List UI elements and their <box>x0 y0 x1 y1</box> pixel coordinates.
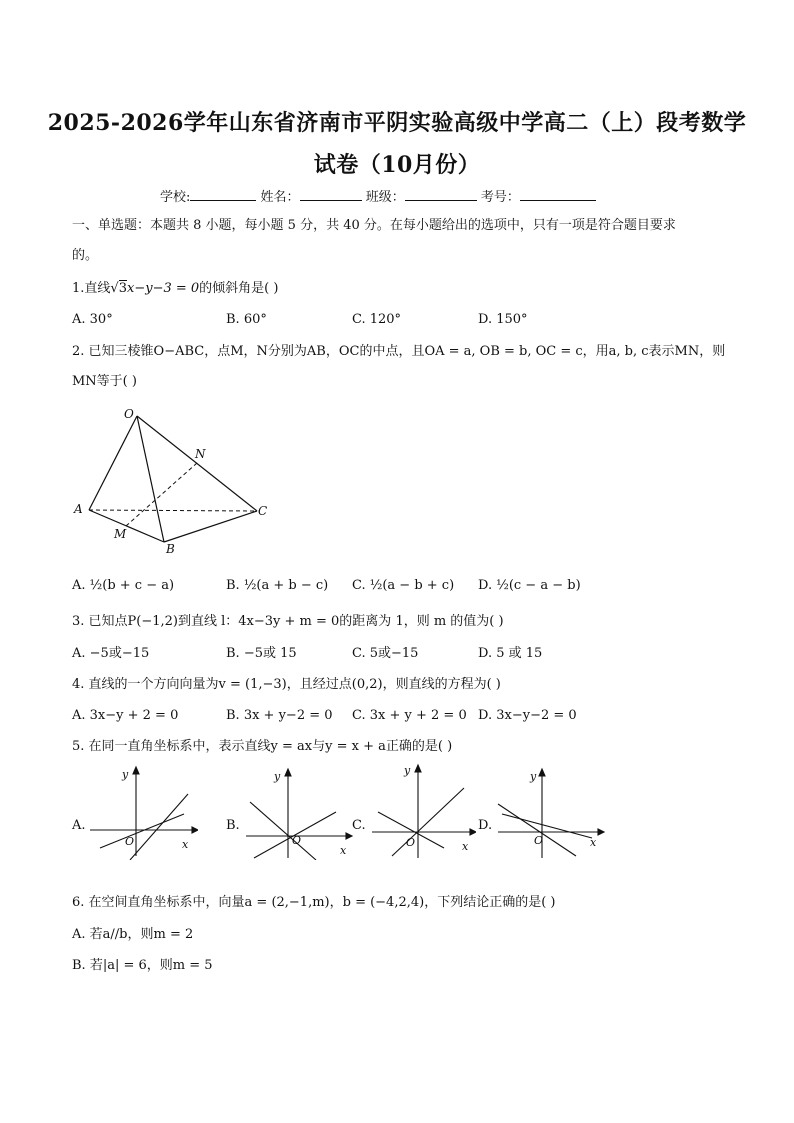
q4-option-c[interactable]: C. 3x + y + 2 = 0 <box>352 708 467 723</box>
question-6-stem: 6. 在空间直角坐标系中，向量a = (2,−1,m)，b = (−4,2,4)，下列结论正确的是( ) <box>72 895 556 910</box>
y-label: y <box>404 764 411 777</box>
origin-label: O <box>292 834 302 847</box>
section-heading-line1: 一、单选题：本题共 8 小题，每小题 5 分，共 40 分。在每小题给出的选项中，只有一项是符合题目要求 <box>72 218 676 233</box>
q5-graph-a[interactable] <box>86 764 198 860</box>
exam-title-line1: 2025-2026学年山东省济南市平阴实验高级中学高二（上）段考数学 <box>47 110 747 136</box>
line-1 <box>498 804 576 856</box>
x-axis-arrow <box>470 829 476 835</box>
q3-option-b[interactable]: B. −5或 15 <box>226 646 297 661</box>
edge-BC <box>164 511 257 542</box>
label-N: N <box>195 447 206 461</box>
x-label: x <box>182 838 189 851</box>
exam-title-line2: 试卷（10月份） <box>313 152 481 178</box>
line-2 <box>392 788 464 856</box>
q4-option-b[interactable]: B. 3x + y−2 = 0 <box>226 708 333 723</box>
class-label: 班级： <box>365 190 405 205</box>
y-label: y <box>274 770 281 783</box>
q6-option-b[interactable]: B. 若|a| = 6，则m = 5 <box>72 958 213 973</box>
y-label: y <box>530 770 537 783</box>
exam-number-blank[interactable] <box>520 188 596 201</box>
y-axis-arrow <box>539 769 545 776</box>
edge-AC-hidden <box>89 510 257 511</box>
y-label: y <box>122 768 129 781</box>
class-blank[interactable] <box>405 188 477 201</box>
question-1-stem <box>72 281 278 297</box>
label-O: O <box>124 407 134 421</box>
q2-option-d[interactable]: D. ½(c − a − b) <box>478 578 581 593</box>
q5-graph-d[interactable] <box>492 764 608 860</box>
line-2 <box>130 794 188 860</box>
q1-post: 的倾斜角是( ) <box>199 281 279 296</box>
x-axis-arrow <box>598 829 604 835</box>
y-axis-arrow <box>133 767 139 774</box>
q2-option-b[interactable]: B. ½(a + b − c) <box>226 578 329 593</box>
q4-option-d[interactable]: D. 3x−y−2 = 0 <box>478 708 577 723</box>
q1-expr: x−y−3 = 0 <box>127 281 200 296</box>
q5-option-a-label[interactable]: A. <box>72 818 86 833</box>
q3-option-a[interactable]: A. −5或−15 <box>72 646 150 661</box>
x-label: x <box>340 844 347 857</box>
q5-option-b-label[interactable]: B. <box>226 818 240 833</box>
q1-option-c[interactable]: C. 120° <box>352 312 402 327</box>
edge-OA <box>89 416 137 510</box>
y-axis-arrow <box>285 769 291 776</box>
segment-MN <box>126 463 197 526</box>
x-axis-arrow <box>192 827 198 833</box>
section-heading-line2: 的。 <box>72 248 99 263</box>
line-1 <box>100 814 184 848</box>
question-2-stem-line2: MN等于( ) <box>72 374 137 389</box>
question-5-stem: 5. 在同一直角坐标系中，表示直线y = ax与y = x + a正确的是( ) <box>72 739 453 754</box>
q6-option-a[interactable]: A. 若a//b，则m = 2 <box>72 927 194 942</box>
q1-option-a[interactable]: A. 30° <box>72 312 113 327</box>
q3-option-c[interactable]: C. 5或−15 <box>352 646 419 661</box>
origin-label: O <box>534 834 544 847</box>
sqrt3: √3 <box>110 281 127 296</box>
q1-option-b[interactable]: B. 60° <box>226 312 267 327</box>
q4-option-a[interactable]: A. 3x−y + 2 = 0 <box>72 708 179 723</box>
name-blank[interactable] <box>300 188 362 201</box>
x-label: x <box>590 836 597 849</box>
q5-graph-c[interactable] <box>364 760 476 860</box>
question-2-stem-line1: 2. 已知三棱锥O−ABC，点M，N分别为AB，OC的中点，且OA = a, OB = b, OC = c，用a, b, c表示MN，则 <box>72 344 726 359</box>
q2-option-a[interactable]: A. ½(b + c − a) <box>72 578 175 593</box>
line-2 <box>250 802 316 860</box>
q5-option-d-label[interactable]: D. <box>478 818 493 833</box>
q5-option-c-label[interactable]: C. <box>352 818 366 833</box>
line-2 <box>502 814 592 838</box>
origin-label: O <box>125 835 135 848</box>
origin-label: O <box>406 836 416 849</box>
tetrahedron-figure <box>70 404 280 560</box>
label-M: M <box>114 527 127 541</box>
school-blank[interactable] <box>190 188 256 201</box>
name-label: 姓名： <box>260 190 300 205</box>
q3-option-d[interactable]: D. 5 或 15 <box>478 646 543 661</box>
label-C: C <box>258 504 268 518</box>
q5-graph-b[interactable] <box>242 764 354 860</box>
q1-pre: 直线 <box>84 281 111 296</box>
label-B: B <box>166 542 175 556</box>
q1-number: 1. <box>72 281 85 296</box>
question-3-stem: 3. 已知点P(−1,2)到直线 l：4x−3y + m = 0的距离为 1，则 m 的值为( ) <box>72 614 504 629</box>
q1-option-d[interactable]: D. 150° <box>478 312 528 327</box>
label-A: A <box>74 502 83 516</box>
school-label: 学校: <box>160 190 191 205</box>
question-4-stem: 4. 直线的一个方向向量为v = (1,−3)，且经过点(0,2)，则直线的方程为( ) <box>72 677 501 692</box>
y-axis-arrow <box>415 765 421 772</box>
q2-option-c[interactable]: C. ½(a − b + c) <box>352 578 455 593</box>
info-fields <box>160 188 596 206</box>
x-label: x <box>462 840 469 853</box>
exam-number-label: 考号： <box>480 190 520 205</box>
